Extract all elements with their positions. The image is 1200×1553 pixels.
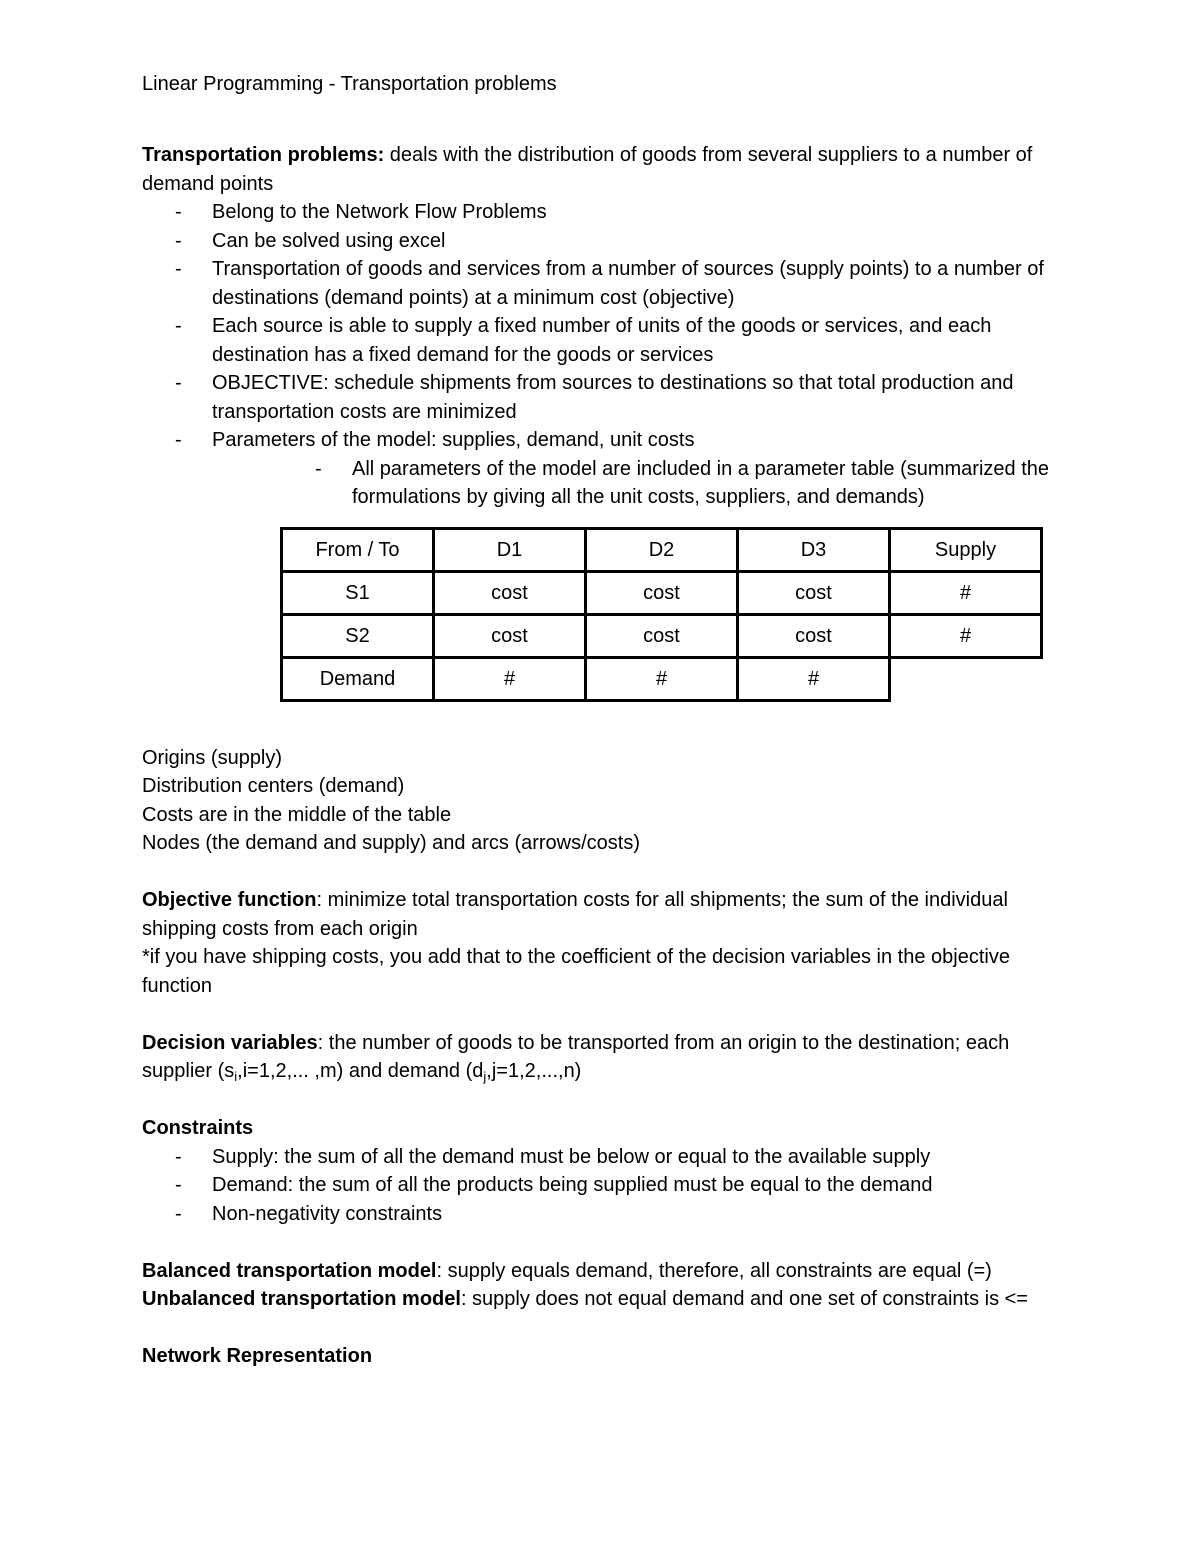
table-cell: # [738, 657, 890, 700]
list-item [142, 426, 1072, 512]
list-item: - Belong to the Network Flow Problems [142, 198, 1072, 227]
unbalanced-paragraph [142, 1285, 1072, 1314]
parameter-table [280, 527, 1043, 702]
list-item: - Non-negativity constraints [142, 1200, 1072, 1229]
table-cell: cost [434, 614, 586, 657]
objective-term: Objective function [142, 889, 317, 911]
network-title: Network Representation [142, 1345, 373, 1367]
table-cell: # [890, 571, 1042, 614]
table-header-cell: D3 [738, 528, 890, 571]
objective-note: *if you have shipping costs, you add that to the coefficient of the decision variables in the objective function [142, 946, 1010, 997]
objective-text: : minimize total transportation costs for all shipments; the sum of the individual shipping costs from each origin [142, 889, 1008, 940]
table-row [282, 614, 1042, 657]
table-cell: cost [586, 614, 738, 657]
page-header: Linear Programming - Transportation problems [142, 73, 557, 95]
table-cell: cost [434, 571, 586, 614]
sub-bullet-list [212, 455, 1072, 512]
list-item-text: Parameters of the model: supplies, demand, unit costs [212, 429, 695, 451]
table-cell: # [586, 657, 738, 700]
table-header-row [282, 528, 1042, 571]
decision-text: : the number of goods to be transported from an origin to the destination; each supplier (s [142, 1031, 1010, 1082]
table-header-cell: D1 [434, 528, 586, 571]
objective-paragraph [142, 886, 1072, 943]
table-header-cell: From / To [282, 528, 434, 571]
constraints-list [142, 1143, 1072, 1229]
table-cell: Demand [282, 657, 434, 700]
parameter-table-wrapper [280, 527, 1072, 717]
table-cell: # [890, 614, 1042, 657]
table-cell: cost [738, 614, 890, 657]
unbalanced-term: Unbalanced transportation model [142, 1288, 461, 1310]
table-cell: cost [586, 571, 738, 614]
balanced-paragraph [142, 1257, 1072, 1286]
table-row [282, 571, 1042, 614]
intro-term: Transportation problems: [142, 144, 385, 166]
list-item: - Supply: the sum of all the demand must be below or equal to the available supply [142, 1143, 1072, 1172]
document-body [142, 70, 1072, 1371]
intro-paragraph [142, 141, 1072, 198]
table-cell: # [434, 657, 586, 700]
balanced-text: : supply equals demand, therefore, all constraints are equal (=) [436, 1259, 992, 1282]
decision-text-3: ,j=1,2,...,n) [486, 1060, 582, 1082]
decision-paragraph [142, 1029, 1072, 1086]
intro-bullet-list [142, 198, 1072, 512]
note-line: Distribution centers (demand) [142, 775, 405, 797]
table-cell: cost [738, 571, 890, 614]
note-line: Origins (supply) [142, 746, 283, 769]
table-empty-cell [890, 657, 1042, 700]
table-cell: S1 [282, 571, 434, 614]
sub-list-item: - All parameters of the model are included in a parameter table (summarized the formulations by giving all the unit costs, suppliers, and demands) [212, 455, 1072, 512]
decision-text-2: ,i=1,2,... ,m) and demand (d [237, 1060, 484, 1082]
unbalanced-text: : supply does not equal demand and one set of constraints is <= [460, 1288, 1028, 1310]
table-cell: S2 [282, 614, 434, 657]
note-line: Nodes (the demand and supply) and arcs (arrows/costs) [142, 832, 641, 854]
list-item: - OBJECTIVE: schedule shipments from sources to destinations so that total production and transportation costs are minimized [142, 369, 1072, 426]
constraints-title: Constraints [142, 1117, 254, 1139]
decision-term: Decision variables [142, 1031, 318, 1054]
subscript-i: i [234, 1069, 238, 1084]
table-header-cell: Supply [890, 528, 1042, 571]
intro-text: deals with the distribution of goods from several suppliers to a number of demand points [142, 144, 1033, 195]
table-row [282, 657, 1042, 700]
list-item: - Can be solved using excel [142, 227, 1072, 256]
list-item: - Each source is able to supply a fixed number of units of the goods or services, and each destination has a fixed demand for the goods or services [142, 312, 1072, 369]
table-header-cell: D2 [586, 528, 738, 571]
subscript-j: j [483, 1069, 487, 1084]
list-item: - Demand: the sum of all the products being supplied must be equal to the demand [142, 1171, 1072, 1200]
balanced-term: Balanced transportation model [142, 1259, 437, 1282]
list-item: - Transportation of goods and services from a number of sources (supply points) to a number of destinations (demand points) at a minimum cost (objective) [142, 255, 1072, 312]
note-line: Costs are in the middle of the table [142, 803, 452, 826]
